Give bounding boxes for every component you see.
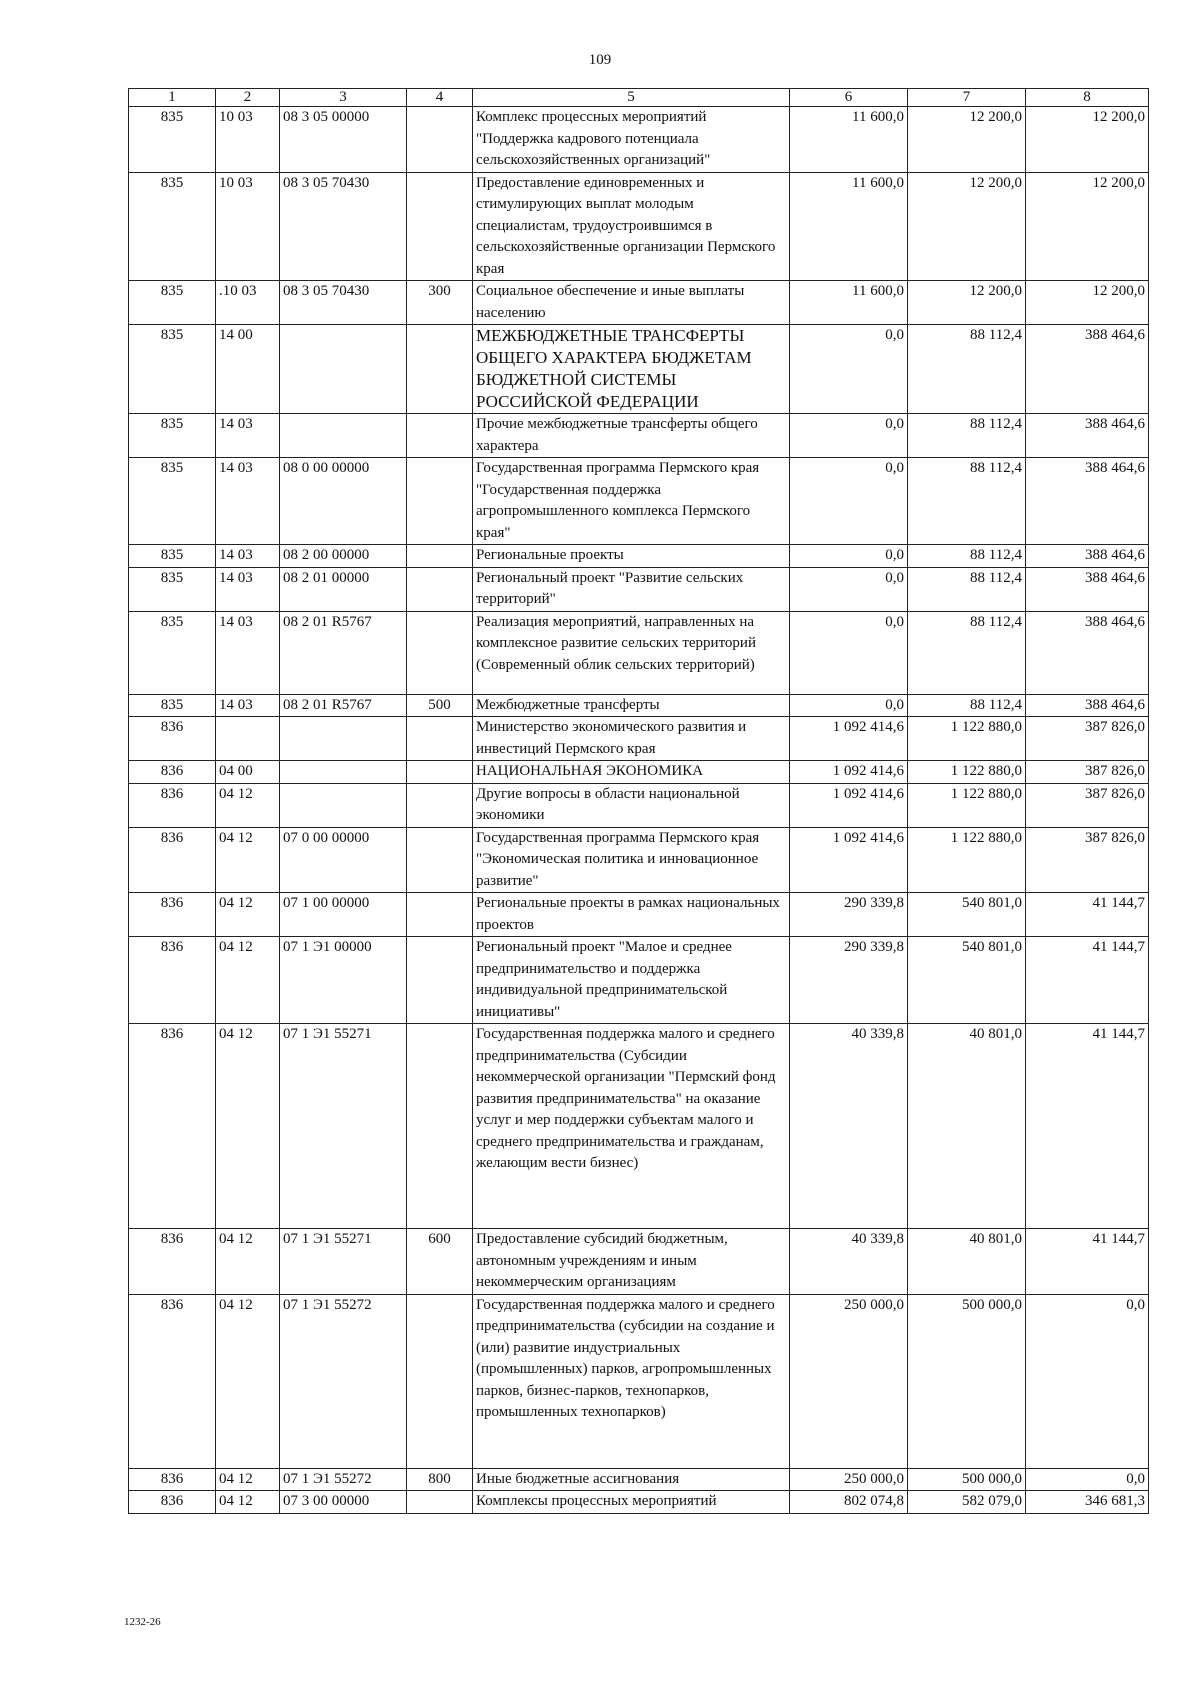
target-article-cell xyxy=(280,717,407,761)
target-article-cell: 07 0 00 00000 xyxy=(280,827,407,893)
expense-type-cell: 500 xyxy=(407,694,473,717)
description-cell: Государственная программа Пермского края "Государственная поддержка агропромышленного комплекса Пермского края" xyxy=(473,458,790,545)
description-cell: Прочие межбюджетные трансферты общего характера xyxy=(473,414,790,458)
amount-cell: 387 826,0 xyxy=(1026,783,1149,827)
amount-cell: 290 339,8 xyxy=(790,937,908,1024)
target-article-cell: 07 3 00 00000 xyxy=(280,1491,407,1514)
expense-type-cell xyxy=(407,414,473,458)
table-row xyxy=(129,1229,1149,1295)
amount-cell: 1 122 880,0 xyxy=(908,783,1026,827)
description-cell: НАЦИОНАЛЬНАЯ ЭКОНОМИКА xyxy=(473,761,790,784)
amount-cell: 1 122 880,0 xyxy=(908,717,1026,761)
amount-cell: 41 144,7 xyxy=(1026,893,1149,937)
amount-cell: 88 112,4 xyxy=(908,567,1026,611)
target-article-cell: 08 3 05 70430 xyxy=(280,172,407,281)
admin-code-cell: 835 xyxy=(129,611,216,694)
expense-type-cell xyxy=(407,545,473,568)
admin-code-cell: 836 xyxy=(129,1468,216,1491)
description-cell: Иные бюджетные ассигнования xyxy=(473,1468,790,1491)
description-cell: Государственная поддержка малого и среднего предпринимательства (Субсидии некоммерческой организации "Пермский фонд развития предпринимательства" на оказание услуг и мер поддержки субъектам малого и среднего предпринимательства и гражданам, желающим вести бизнес) xyxy=(473,1024,790,1229)
admin-code-cell: 836 xyxy=(129,717,216,761)
admin-code-cell: 836 xyxy=(129,1229,216,1295)
amount-cell: 88 112,4 xyxy=(908,458,1026,545)
description-cell: МЕЖБЮДЖЕТНЫЕ ТРАНСФЕРТЫ ОБЩЕГО ХАРАКТЕРА БЮДЖЕТАМ БЮДЖЕТНОЙ СИСТЕМЫ РОССИЙСКОЙ ФЕДЕРАЦИИ xyxy=(473,325,790,414)
target-article-cell: 08 2 01 R5767 xyxy=(280,611,407,694)
amount-cell: 0,0 xyxy=(790,694,908,717)
expense-type-cell xyxy=(407,172,473,281)
table-row xyxy=(129,325,1149,414)
section-code-cell: .10 03 xyxy=(216,281,280,325)
table-row xyxy=(129,783,1149,827)
table-body xyxy=(129,107,1149,1514)
section-code-cell: 04 12 xyxy=(216,937,280,1024)
amount-cell: 40 339,8 xyxy=(790,1024,908,1229)
amount-cell: 12 200,0 xyxy=(1026,172,1149,281)
description-cell: Министерство экономического развития и инвестиций Пермского края xyxy=(473,717,790,761)
section-code-cell: 04 12 xyxy=(216,1491,280,1514)
amount-cell: 1 122 880,0 xyxy=(908,827,1026,893)
section-code-cell: 14 03 xyxy=(216,545,280,568)
expense-type-cell xyxy=(407,783,473,827)
header-row xyxy=(129,89,1149,107)
amount-cell: 41 144,7 xyxy=(1026,1024,1149,1229)
description-cell: Государственная программа Пермского края "Экономическая политика и инновационное развитие" xyxy=(473,827,790,893)
amount-cell: 40 801,0 xyxy=(908,1229,1026,1295)
amount-cell: 540 801,0 xyxy=(908,937,1026,1024)
amount-cell: 41 144,7 xyxy=(1026,1229,1149,1295)
column-header: 7 xyxy=(908,89,1026,107)
section-code-cell: 14 03 xyxy=(216,458,280,545)
admin-code-cell: 836 xyxy=(129,827,216,893)
admin-code-cell: 835 xyxy=(129,325,216,414)
section-code-cell: 04 12 xyxy=(216,1024,280,1229)
admin-code-cell: 836 xyxy=(129,893,216,937)
section-code-cell: 14 03 xyxy=(216,567,280,611)
table-row xyxy=(129,827,1149,893)
amount-cell: 0,0 xyxy=(790,414,908,458)
target-article-cell: 08 3 05 70430 xyxy=(280,281,407,325)
description-cell: Государственная поддержка малого и среднего предпринимательства (субсидии на создание и (или) развитие индустриальных (промышленных) парков, агропромышленных парков, бизнес-парков, технопарков, промышленных технопарков) xyxy=(473,1294,790,1468)
table-row xyxy=(129,1491,1149,1514)
target-article-cell: 07 1 Э1 55271 xyxy=(280,1024,407,1229)
admin-code-cell: 835 xyxy=(129,107,216,173)
amount-cell: 388 464,6 xyxy=(1026,414,1149,458)
amount-cell: 388 464,6 xyxy=(1026,694,1149,717)
amount-cell: 388 464,6 xyxy=(1026,458,1149,545)
section-code-cell: 14 03 xyxy=(216,414,280,458)
table-row xyxy=(129,1024,1149,1229)
table-row xyxy=(129,567,1149,611)
section-code-cell: 10 03 xyxy=(216,107,280,173)
section-code-cell: 14 00 xyxy=(216,325,280,414)
description-cell: Региональные проекты xyxy=(473,545,790,568)
section-code-cell: 04 12 xyxy=(216,827,280,893)
table-row xyxy=(129,1468,1149,1491)
expense-type-cell xyxy=(407,325,473,414)
target-article-cell xyxy=(280,325,407,414)
description-cell: Межбюджетные трансферты xyxy=(473,694,790,717)
admin-code-cell: 835 xyxy=(129,281,216,325)
amount-cell: 250 000,0 xyxy=(790,1294,908,1468)
section-code-cell: 14 03 xyxy=(216,694,280,717)
amount-cell: 387 826,0 xyxy=(1026,717,1149,761)
table-row xyxy=(129,172,1149,281)
target-article-cell: 08 2 00 00000 xyxy=(280,545,407,568)
amount-cell: 388 464,6 xyxy=(1026,325,1149,414)
amount-cell: 88 112,4 xyxy=(908,545,1026,568)
table-row xyxy=(129,761,1149,784)
amount-cell: 388 464,6 xyxy=(1026,611,1149,694)
amount-cell: 0,0 xyxy=(790,545,908,568)
amount-cell: 11 600,0 xyxy=(790,281,908,325)
amount-cell: 88 112,4 xyxy=(908,694,1026,717)
section-code-cell: 14 03 xyxy=(216,611,280,694)
admin-code-cell: 835 xyxy=(129,172,216,281)
amount-cell: 0,0 xyxy=(790,325,908,414)
target-article-cell xyxy=(280,761,407,784)
admin-code-cell: 836 xyxy=(129,761,216,784)
expense-type-cell xyxy=(407,567,473,611)
description-cell: Реализация мероприятий, направленных на комплексное развитие сельских территорий (Современный облик сельских территорий) xyxy=(473,611,790,694)
section-code-cell: 04 12 xyxy=(216,893,280,937)
table-row xyxy=(129,937,1149,1024)
amount-cell: 500 000,0 xyxy=(908,1294,1026,1468)
admin-code-cell: 836 xyxy=(129,783,216,827)
section-code-cell: 04 12 xyxy=(216,1468,280,1491)
target-article-cell: 08 0 00 00000 xyxy=(280,458,407,545)
admin-code-cell: 835 xyxy=(129,458,216,545)
amount-cell: 387 826,0 xyxy=(1026,827,1149,893)
amount-cell: 0,0 xyxy=(790,611,908,694)
expense-type-cell: 800 xyxy=(407,1468,473,1491)
column-header: 8 xyxy=(1026,89,1149,107)
amount-cell: 1 122 880,0 xyxy=(908,761,1026,784)
amount-cell: 0,0 xyxy=(790,458,908,545)
expense-type-cell xyxy=(407,611,473,694)
amount-cell: 802 074,8 xyxy=(790,1491,908,1514)
admin-code-cell: 836 xyxy=(129,1294,216,1468)
amount-cell: 12 200,0 xyxy=(908,107,1026,173)
admin-code-cell: 836 xyxy=(129,937,216,1024)
amount-cell: 582 079,0 xyxy=(908,1491,1026,1514)
budget-table xyxy=(128,88,1149,1514)
amount-cell: 12 200,0 xyxy=(1026,107,1149,173)
description-cell: Региональные проекты в рамках национальных проектов xyxy=(473,893,790,937)
expense-type-cell xyxy=(407,1024,473,1229)
footer-code: 1232-26 xyxy=(124,1616,161,1628)
table-row xyxy=(129,611,1149,694)
section-code-cell xyxy=(216,717,280,761)
amount-cell: 11 600,0 xyxy=(790,172,908,281)
amount-cell: 12 200,0 xyxy=(1026,281,1149,325)
description-cell: Комплексы процессных мероприятий xyxy=(473,1491,790,1514)
amount-cell: 40 801,0 xyxy=(908,1024,1026,1229)
admin-code-cell: 836 xyxy=(129,1024,216,1229)
target-article-cell: 07 1 Э1 55272 xyxy=(280,1468,407,1491)
amount-cell: 1 092 414,6 xyxy=(790,827,908,893)
amount-cell: 40 339,8 xyxy=(790,1229,908,1295)
expense-type-cell: 600 xyxy=(407,1229,473,1295)
expense-type-cell xyxy=(407,893,473,937)
expense-type-cell xyxy=(407,717,473,761)
admin-code-cell: 835 xyxy=(129,414,216,458)
amount-cell: 388 464,6 xyxy=(1026,545,1149,568)
description-cell: Региональный проект "Развитие сельских территорий" xyxy=(473,567,790,611)
description-cell: Комплекс процессных мероприятий "Поддержка кадрового потенциала сельскохозяйственных организаций" xyxy=(473,107,790,173)
admin-code-cell: 835 xyxy=(129,694,216,717)
table-row xyxy=(129,545,1149,568)
amount-cell: 500 000,0 xyxy=(908,1468,1026,1491)
expense-type-cell xyxy=(407,937,473,1024)
table-row xyxy=(129,717,1149,761)
target-article-cell: 07 1 Э1 55271 xyxy=(280,1229,407,1295)
amount-cell: 290 339,8 xyxy=(790,893,908,937)
table-row xyxy=(129,694,1149,717)
description-cell: Предоставление единовременных и стимулирующих выплат молодым специалистам, трудоустроившимся в сельскохозяйственные организации Пермского края xyxy=(473,172,790,281)
amount-cell: 540 801,0 xyxy=(908,893,1026,937)
amount-cell: 12 200,0 xyxy=(908,172,1026,281)
column-header: 1 xyxy=(129,89,216,107)
amount-cell: 1 092 414,6 xyxy=(790,761,908,784)
section-code-cell: 10 03 xyxy=(216,172,280,281)
description-cell: Региональный проект "Малое и среднее предпринимательство и поддержка индивидуальной предпринимательской инициативы" xyxy=(473,937,790,1024)
amount-cell: 1 092 414,6 xyxy=(790,717,908,761)
column-header: 2 xyxy=(216,89,280,107)
admin-code-cell: 836 xyxy=(129,1491,216,1514)
description-cell: Социальное обеспечение и иные выплаты населению xyxy=(473,281,790,325)
table-row xyxy=(129,414,1149,458)
table-row xyxy=(129,458,1149,545)
expense-type-cell xyxy=(407,107,473,173)
expense-type-cell xyxy=(407,1294,473,1468)
admin-code-cell: 835 xyxy=(129,545,216,568)
amount-cell: 12 200,0 xyxy=(908,281,1026,325)
amount-cell: 0,0 xyxy=(790,567,908,611)
expense-type-cell xyxy=(407,1491,473,1514)
amount-cell: 250 000,0 xyxy=(790,1468,908,1491)
section-code-cell: 04 12 xyxy=(216,1294,280,1468)
description-cell: Другие вопросы в области национальной экономики xyxy=(473,783,790,827)
admin-code-cell: 835 xyxy=(129,567,216,611)
amount-cell: 387 826,0 xyxy=(1026,761,1149,784)
target-article-cell: 07 1 Э1 00000 xyxy=(280,937,407,1024)
amount-cell: 88 112,4 xyxy=(908,611,1026,694)
target-article-cell xyxy=(280,783,407,827)
expense-type-cell xyxy=(407,458,473,545)
expense-type-cell xyxy=(407,827,473,893)
amount-cell: 41 144,7 xyxy=(1026,937,1149,1024)
amount-cell: 88 112,4 xyxy=(908,325,1026,414)
section-code-cell: 04 12 xyxy=(216,783,280,827)
target-article-cell: 07 1 Э1 55272 xyxy=(280,1294,407,1468)
page-number: 109 xyxy=(588,52,612,68)
amount-cell: 388 464,6 xyxy=(1026,567,1149,611)
table-row xyxy=(129,107,1149,173)
expense-type-cell xyxy=(407,761,473,784)
target-article-cell: 08 2 01 R5767 xyxy=(280,694,407,717)
target-article-cell xyxy=(280,414,407,458)
description-cell: Предоставление субсидий бюджетным, автономным учреждениям и иным некоммерческим организациям xyxy=(473,1229,790,1295)
amount-cell: 0,0 xyxy=(1026,1468,1149,1491)
table-row xyxy=(129,893,1149,937)
amount-cell: 88 112,4 xyxy=(908,414,1026,458)
section-code-cell: 04 00 xyxy=(216,761,280,784)
section-code-cell: 04 12 xyxy=(216,1229,280,1295)
target-article-cell: 08 3 05 00000 xyxy=(280,107,407,173)
amount-cell: 346 681,3 xyxy=(1026,1491,1149,1514)
column-header: 5 xyxy=(473,89,790,107)
column-header: 3 xyxy=(280,89,407,107)
amount-cell: 11 600,0 xyxy=(790,107,908,173)
table-row xyxy=(129,281,1149,325)
amount-cell: 0,0 xyxy=(1026,1294,1149,1468)
column-header: 4 xyxy=(407,89,473,107)
table-row xyxy=(129,1294,1149,1468)
target-article-cell: 08 2 01 00000 xyxy=(280,567,407,611)
target-article-cell: 07 1 00 00000 xyxy=(280,893,407,937)
column-header: 6 xyxy=(790,89,908,107)
expense-type-cell: 300 xyxy=(407,281,473,325)
amount-cell: 1 092 414,6 xyxy=(790,783,908,827)
